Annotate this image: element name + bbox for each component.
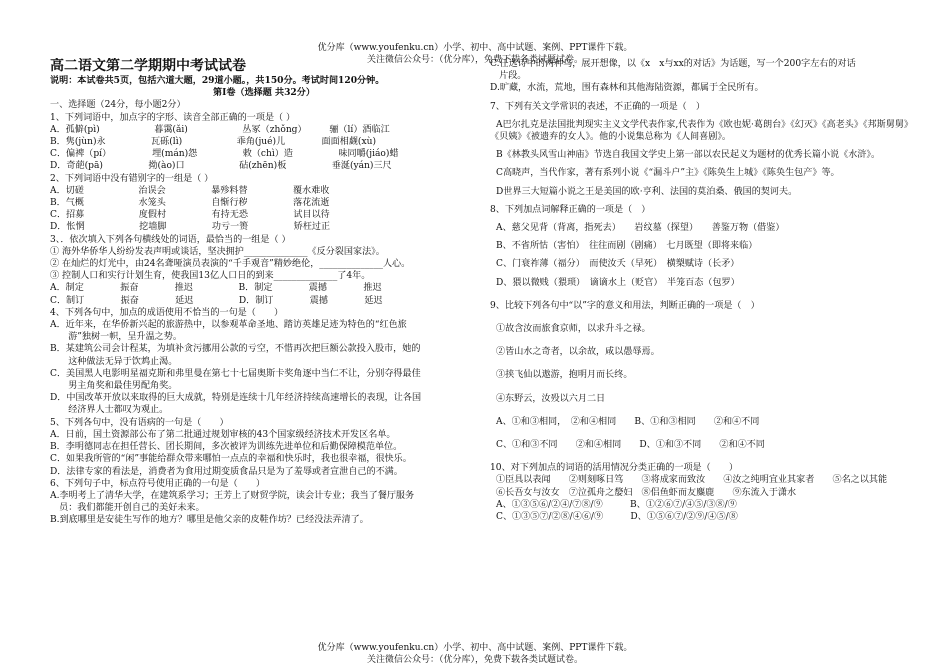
- footer-line-2: 关注微信公众号：（优分库），免费下载各类试题试卷。: [366, 655, 583, 665]
- question-line: 9、比较下列各句中“以”字的意义和用法，判断正确的一项是（ ）: [490, 300, 760, 311]
- question-line: A．日前，国土资源部公布了第二批通过规划审核的43个国家级经济技术开发区名单。: [50, 429, 396, 440]
- question-line: 2、下列词语中没有错别字的一组是（ ）: [50, 173, 214, 184]
- q7-option-d: D世界三大短篇小说之王是美国的欧·亨利、法国的莫泊桑、俄国的契诃夫。: [496, 186, 798, 197]
- page-footer: [0, 642, 950, 666]
- question-line: C．美国黑人电影明星福克斯和弗里曼在第七十七届奥斯卡奖角逐中当仁不让，分别夺得最佳: [50, 368, 421, 379]
- q7-option-b: B《林教头风雪山神庙》节选自我国文学史上第一部以农民起义为题材的优秀长篇小说《水浒》。: [496, 150, 881, 161]
- left-column: [50, 58, 478, 527]
- question-line: D.旷藏，水流，荒地，围有森林和其他海陆资源，都属于全民所有。: [490, 83, 764, 94]
- q7-option-c: C高晓声，当代作家，著有系列小说《“漏斗户”主》《陈奂生上城》《陈奂生包产》等。: [496, 168, 840, 179]
- q8-option: C、门衰祚薄（福分） 而使汝夭（早死） 横槊赋诗（长矛）: [496, 259, 740, 270]
- header-line-2: 关注微信公众号：（优分库），免费下载各类试题试卷。: [366, 55, 583, 65]
- left-question-list: [50, 112, 478, 527]
- question-line: C．招募 度假村 有持无恐 试目以待: [50, 210, 330, 221]
- question-line: ② 在灿烂的灯光中，由24名聋哑演员表演的“千手观音”精妙绝伦，______________人心。: [50, 259, 411, 270]
- question-line: ③ 控制人口和实行计划生育，使我国13亿人口日的到来______________了4年。: [50, 271, 371, 282]
- question-line: A.李明考上了清华大学，在建筑系学习；王芳上了财贸学院，读会计专业；我当了餐厅服务: [50, 490, 415, 501]
- question-line: 男主角奖和最佳男配角奖。: [50, 381, 178, 392]
- question-line: D．法律专家的看法是，消费者为食用过期变质食品只是为了羞辱或者宣泄自己的不满。: [50, 466, 403, 477]
- question-line: 6、下列句子中，标点符号使用正确的一句是（ ）: [50, 478, 265, 489]
- exam-note: 说明：本试卷共5页，包括六道大题，29道小题。，共150分。考试时间120分钟。: [50, 75, 385, 86]
- question-line: 游”独树一帜，呈升温之势。: [50, 332, 182, 343]
- question-line: D．中国改革开放以来取得的巨大成就，特别是连续十几年经济持续高速增长的表现，让各国: [50, 393, 422, 404]
- q9-option: C、①和③不同 ②和④相同 D、①和③不同 ②和④不同: [496, 440, 765, 451]
- question-line: C．如果我所管的“闲”事能给群众带来哪怕一点点的幸福和快乐时，我也很幸福，很快乐。: [50, 454, 412, 465]
- question-line: B．隽(jùn)永 瓦砾(lì) 乖角(jué)儿 面面相觑(xù): [50, 137, 376, 148]
- q10-items: ①臣具以表闻 ②则刻啄日笃 ③将成家而致汝 ④汝之纯明宜业其家者 ⑤名之以其能: [496, 475, 888, 486]
- question-line: 7、下列有关文学常识的表述，不正确的一项是（ ）: [490, 101, 705, 112]
- question-line: 10、对下列加点的词语的活用情况分类正确的一项是（ ）: [490, 463, 739, 474]
- question-line: C．制订 振奋 延迟 D．制订 震撼 延迟: [50, 295, 383, 306]
- section-one-heading: 一、选择题（24分，每小题2分）: [50, 100, 186, 111]
- question-line: D．奇葩(pā) 拗(ào)口 砧(zhēn)板 垂涎(yán)三尺: [50, 161, 392, 172]
- q8-option: A、慈父见背（背离，指死去） 岩纹墓（探望） 善鉴万物（借鉴）: [496, 223, 785, 234]
- q10-items: ⑥长吾女与汝女 ⑦泣孤舟之嫠妇 ⑧侣鱼虾而友麋鹿 ⑨东流入于潇水: [496, 487, 797, 498]
- q8-option: D、猥以微贱（猥琐） 谪谪水上（贬官） 半笼百态（包罗）: [496, 277, 740, 288]
- right-column: [490, 58, 920, 523]
- question-line: 1、下列词语中，加点字的字形、读音全部正确的一项是（ ）: [50, 112, 296, 123]
- q9-sentence: ①故含汝而旅食京师，以求升斗之禄。: [496, 324, 651, 335]
- question-line: 4、下列各句中，加点的成语使用不恰当的一句是（ ）: [50, 307, 284, 318]
- q8-option: B、不省所怙（害怕） 往往而剧（剧痛） 七月既望（即将来临）: [496, 241, 758, 252]
- question-line: ① 海外华侨华人纷纷发表声明或谈话，坚决拥护______________《反分裂国家法》。: [50, 246, 385, 257]
- question-line: A．切磋 治误会 暴殄料替 覆水难收: [50, 185, 330, 196]
- question-line: D．怅惘 挖墙脚 功亏一篑 矫枉过正: [50, 222, 331, 233]
- exam-title: 高二语文第二学期期中考试试卷: [50, 58, 246, 74]
- question-line: 片段。: [490, 71, 527, 82]
- question-line: C．偏裨（pí） 埋(mán)怨 敕（chì）造 味同嚼(jiáo)蜡: [50, 149, 399, 160]
- question-line: A．近年来，在华侨新兴起的旅游热中，以参观革命圣地、踏访英雄足迹为特色的“红色旅: [50, 320, 407, 331]
- q10-option: C、①③⑤⑦/②⑧/④⑥/⑨ D、①⑤⑥⑦/②⑨/④⑤/⑧: [496, 512, 738, 523]
- question-line: B．某建筑公司会计程某，为填补贪污挪用公款的亏空，不惜再次把巨额公款投入股市，她的: [50, 344, 421, 355]
- question-line: B．气概 水笼头 自惭行秽 落花流逝: [50, 198, 330, 209]
- question-line: 这种做法无异于饮鸩止渴。: [50, 356, 178, 367]
- question-line: C.任选诗中的两种鸟，展开想像，以《x x与xx的对话》为话题，写一个200字左右的对话: [490, 59, 856, 69]
- question-line: A．孤僻(pì) 暮霭(ǎi) 丛冢（zhǒng） 骊（lí）酒临江: [50, 124, 390, 135]
- q9-option: A、①和③相同， ②和④相同 B、①和③相同 ②和④不同: [496, 416, 760, 427]
- question-line: 8、下列加点词解释正确的一项是（ ）: [490, 204, 651, 215]
- q9-sentence: ④东野云，汝殁以六月二日: [496, 393, 606, 404]
- q10-option: A、①③⑤⑥/②④/⑦⑧/⑨ B、①②⑥⑦/④⑤/③⑧/⑨: [496, 499, 737, 510]
- q9-sentence: ②皆山水之奇者，以余故，咸以愚辱焉。: [496, 347, 660, 358]
- question-line: 经济界人士都叹为观止。: [50, 405, 169, 416]
- question-line: B．李明德同志在担任营长、团长期间，多次被评为训练先进单位和后勤保障模范单位。: [50, 442, 403, 453]
- header-line-1: 优分库（www.youfenku.cn）小学、初中、高中试题、案例、PPT课件下载。: [317, 43, 633, 53]
- part-one-heading: 第Ⅰ卷（选择题 共32分）: [213, 87, 315, 99]
- question-line: A．制定 振奋 推迟 B．制定 震撼 推迟: [50, 283, 382, 294]
- question-line: B.到底哪里是安徒生写作的地方？哪里是他父亲的皮鞋作坊？已经没法弄清了。: [50, 515, 369, 526]
- question-line: 3、．依次填入下列各句横线处的词语，最恰当的一组是（ ）: [50, 234, 291, 245]
- footer-line-1: 优分库（www.youfenku.cn）小学、初中、高中试题、案例、PPT课件下载。: [317, 643, 633, 653]
- q9-sentence: ③挟飞仙以遨游，抱明月而长终。: [496, 370, 633, 381]
- question-line: 5、下列各句中，没有语病的一句是（ ）: [50, 417, 229, 428]
- q7-option-a: A巴尔扎克是法国批判现实主义文学代表作家,代表作为《欧也妮·葛朗台》《幻灭》《高老头》《邦斯舅舅》《贝姨》《被遗弃的女人》。他的小说集总称为《人间喜剧》。: [490, 119, 914, 143]
- question-line: 员：我们都能开创自己的美好未来。: [50, 503, 205, 514]
